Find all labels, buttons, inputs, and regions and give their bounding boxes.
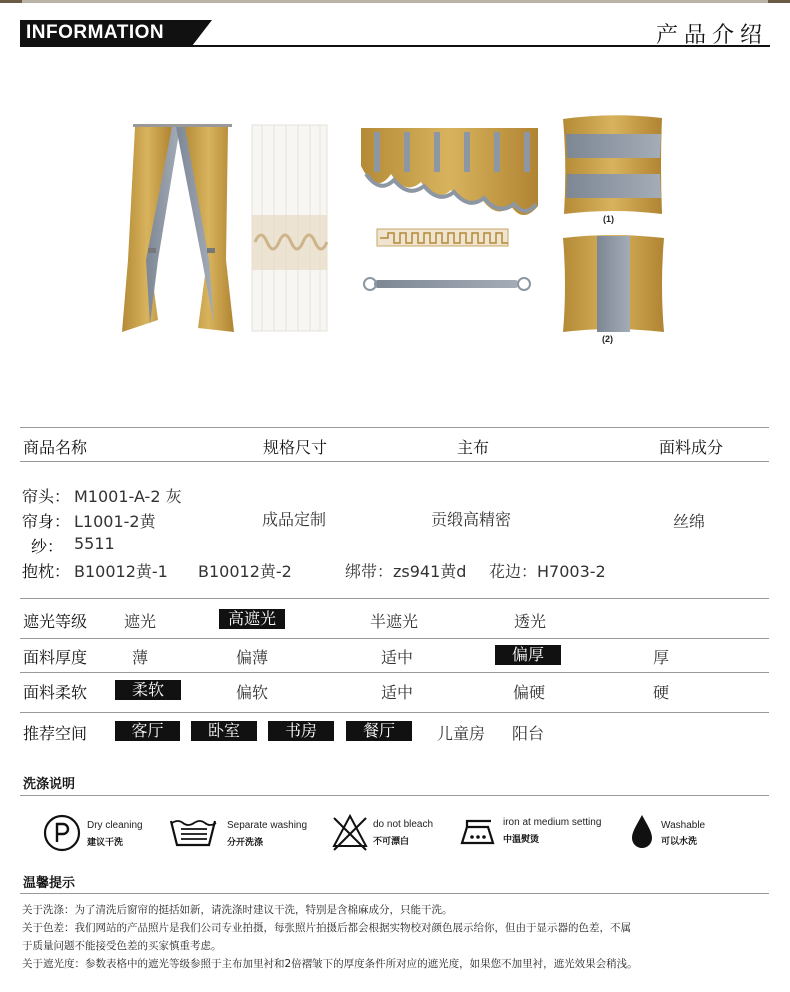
label-sheer: 纱： <box>31 537 64 556</box>
care-cn-washable: 可以水洗 <box>661 837 698 847</box>
care-iron-medium <box>458 808 628 854</box>
option-thin: 薄 <box>132 648 149 667</box>
care-en-separate: Separate washing <box>227 820 308 831</box>
option-hard: 硬 <box>653 683 670 702</box>
curtain-image <box>122 124 234 332</box>
label-curtain-body: 帘身： <box>22 512 71 531</box>
option-kids-room: 儿童房 <box>437 724 486 743</box>
trim-image <box>377 229 508 246</box>
value-composition: 丝绵 <box>673 512 706 531</box>
option-slightly-thin: 偏薄 <box>236 648 269 667</box>
option-slightly-soft: 偏软 <box>236 683 269 702</box>
care-cn-separate: 分开洗涤 <box>227 838 264 848</box>
value-trim: 花边：H7003-2 <box>489 562 606 581</box>
option-bedroom: 卧室 <box>191 721 257 741</box>
tip-washing: 关于洗涤：为了清洗后窗帘的挺括如新，请洗涤时建议干洗，特别是含棉麻成分，只能干洗。 <box>22 904 453 916</box>
tip-shading: 关于遮光度：参数表格中的遮光等级参照于主布加里衬和2倍褶皱下的厚度条件所对应的遮光度，如果您不加里衬，遮光效果会稍浅。 <box>22 958 638 970</box>
row-label-shading: 遮光等级 <box>23 612 88 631</box>
dry-cleaning-icon <box>42 813 82 853</box>
tips-body <box>22 901 772 973</box>
care-cn-iron: 中温熨烫 <box>503 835 540 845</box>
section-header <box>20 20 770 48</box>
option-medium-softness: 适中 <box>381 683 414 702</box>
option-high-shading: 高遮光 <box>219 609 285 629</box>
page-title: 产品介绍 <box>655 23 768 48</box>
care-en-washable: Washable <box>661 820 706 831</box>
value-sheer: 5511 <box>74 534 115 553</box>
tip-color-1: 关于色差：我们网站的产品照片是我们公司专业拍摄，每张照片拍摄后都会根据实物校对颜色展示给你，但由于显示器的色差，不属 <box>22 922 631 934</box>
table-rule-top <box>20 427 769 428</box>
washing-rule <box>20 795 769 796</box>
tips-title: 温馨提示 <box>23 876 76 891</box>
value-curtain-body: L1001-2黄 <box>74 512 156 531</box>
rows-rule-3 <box>20 712 769 713</box>
row-label-space: 推荐空间 <box>23 724 88 743</box>
value-strap: 绑带：zs941黄d <box>345 562 467 581</box>
care-separate-washing <box>169 808 319 854</box>
option-half-shading: 半遮光 <box>370 612 419 631</box>
pillow-2-caption: (2) <box>602 334 613 344</box>
option-dining-room: 餐厅 <box>346 721 412 741</box>
option-translucent: 透光 <box>514 612 547 631</box>
option-thick: 厚 <box>653 648 670 667</box>
col-size: 规格尺寸 <box>263 438 328 457</box>
col-main-fabric: 主布 <box>457 438 490 457</box>
value-main-fabric: 贡缎高精密 <box>431 510 512 529</box>
care-dry-cleaning <box>42 808 182 854</box>
row-label-softness: 面料柔软 <box>23 683 88 702</box>
pillow-2-image <box>563 235 664 332</box>
row-label-thickness: 面料厚度 <box>23 648 88 667</box>
top-decor-line <box>0 0 790 3</box>
option-shading: 遮光 <box>124 612 157 631</box>
col-composition: 面料成分 <box>659 438 724 457</box>
table-rule-header <box>20 461 769 462</box>
product-images <box>0 110 790 360</box>
value-pillow-1: B10012黄-1 <box>74 562 168 581</box>
pillow-1-caption: (1) <box>603 214 614 224</box>
no-bleach-icon <box>331 812 369 852</box>
washing-title: 洗涤说明 <box>23 777 76 792</box>
care-cn-bleach: 不可漂白 <box>373 837 410 847</box>
rows-rule-2 <box>20 672 769 673</box>
care-en-iron: iron at medium setting <box>503 817 602 828</box>
label-valance: 帘头： <box>22 487 71 506</box>
iron-medium-icon <box>458 813 500 853</box>
separate-washing-icon <box>169 813 219 853</box>
washable-icon <box>630 812 654 852</box>
care-en-bleach: do not bleach <box>373 819 434 830</box>
value-size: 成品定制 <box>262 510 327 529</box>
option-living-room: 客厅 <box>115 721 180 741</box>
value-valance: M1001-A-2 灰 <box>74 487 182 506</box>
top-decor-right <box>768 0 790 3</box>
information-tag: INFORMATION <box>20 20 192 46</box>
top-decor-left <box>0 0 22 3</box>
option-balcony: 阳台 <box>512 724 545 743</box>
option-soft: 柔软 <box>115 680 181 700</box>
care-no-bleach <box>331 808 451 854</box>
col-product-name: 商品名称 <box>23 438 88 457</box>
option-study: 书房 <box>268 721 334 741</box>
valance-image <box>361 128 538 215</box>
rows-rule-1 <box>20 638 769 639</box>
tieback-image <box>364 278 530 290</box>
pillow-1-image <box>563 115 662 214</box>
tip-color-2: 于质量问题不能接受色差的买家慎重考虑。 <box>22 940 222 952</box>
care-en-dry: Dry cleaning <box>87 820 143 831</box>
option-slightly-hard: 偏硬 <box>513 683 546 702</box>
option-medium-thickness: 适中 <box>381 648 414 667</box>
care-cn-dry: 建议干洗 <box>87 838 124 848</box>
value-pillow-2: B10012黄-2 <box>198 562 292 581</box>
tips-rule <box>20 893 769 894</box>
rows-rule-0 <box>20 598 769 599</box>
option-slightly-thick: 偏厚 <box>495 645 561 665</box>
label-pillow: 抱枕： <box>22 562 71 581</box>
tag-corner <box>192 20 212 46</box>
care-washable <box>630 808 750 854</box>
sheer-curtain-image <box>252 125 327 331</box>
